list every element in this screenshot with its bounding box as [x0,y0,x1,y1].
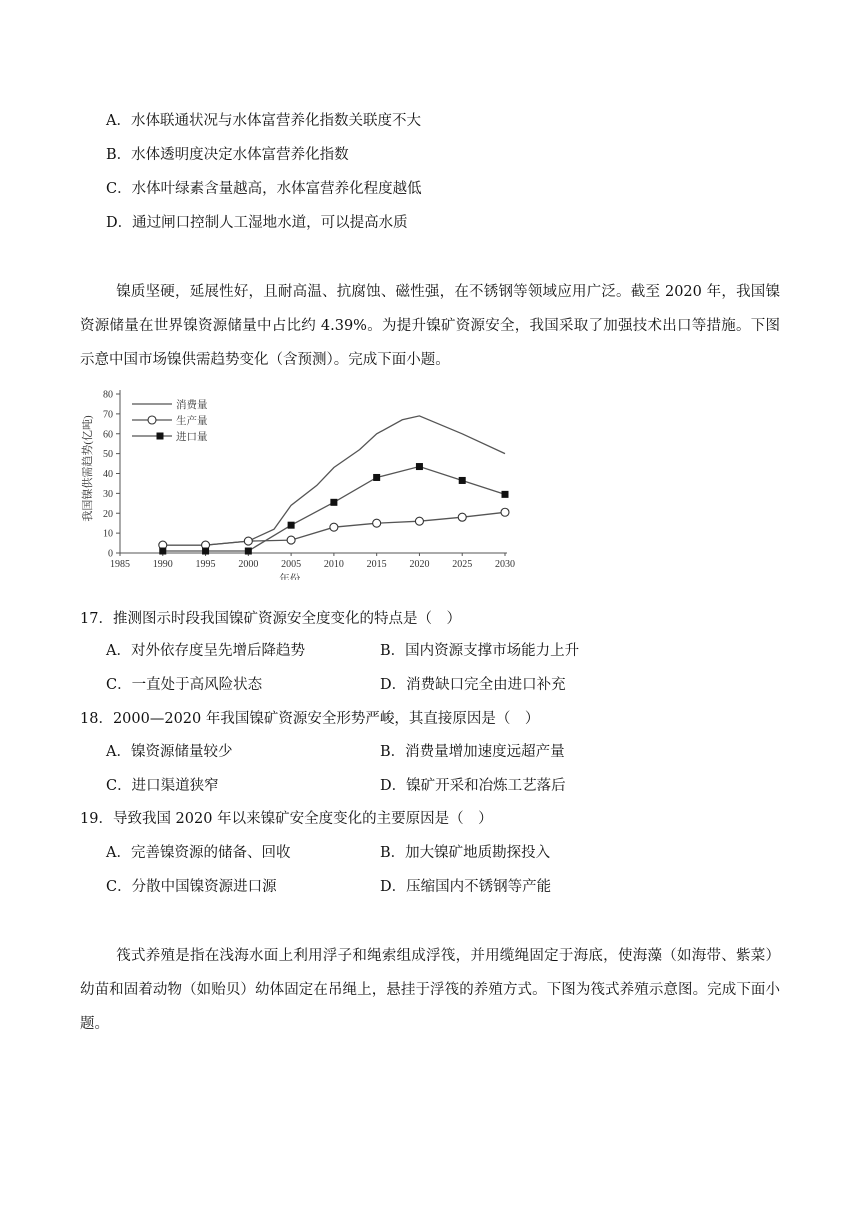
series-point-import [245,548,252,555]
q17-stem: 17．推测图示时段我国镍矿资源安全度变化的特点是（ ） [80,611,461,627]
y-tick-label: 50 [103,449,113,461]
q19-option-d: D．压缩国内不锈钢等产能 [380,879,552,895]
series-point-import [373,474,380,481]
q16-option-d: D．通过闸口控制人工湿地水道，可以提高水质 [106,215,408,231]
q17-option-b: B．国内资源支撑市场能力上升 [380,643,580,659]
series-point-import [202,548,209,555]
legend-label-0: 消费量 [176,400,208,411]
legend-marker-square [157,433,164,440]
passage-nickel-text: 镍质坚硬，延展性好，且耐高温、抗腐蚀、磁性强，在不锈钢等领域应用广泛。截至 2020 年，我国镍资源储量在世界镍资源储量中占比约 4.39%。为提升镍矿资源安全，我国采取了加强技术出口等措施。下图示意中国市场镍供需趋势变化（含预测）。完成下面小题。 [80,284,780,368]
x-tick-label: 2005 [281,559,302,570]
y-tick-label: 70 [103,409,113,421]
series-line-2 [163,467,505,552]
x-tick-label: 2000 [238,559,259,570]
q16-option-c: C．水体叶绿素含量越高，水体富营养化程度越低 [106,181,422,197]
q18-option-a: A．镍资源储量较少 [106,744,233,760]
passage-raft [80,939,780,1041]
x-tick-label: 1990 [152,559,173,570]
series-point-import [459,477,466,484]
y-tick-label: 10 [103,528,113,540]
legend-marker-circle [148,416,156,424]
x-tick-label: 2030 [495,559,515,570]
passage-nickel [80,275,780,377]
q17-option-a: A．对外依存度呈先增后降趋势 [106,643,305,659]
series-point-production [458,513,466,521]
y-tick-label: 20 [103,508,113,520]
series-point-production [287,536,295,544]
series-point-import [159,548,166,555]
q16-option-b: B．水体透明度决定水体富营养化指数 [106,147,349,163]
q19-stem: 19．导致我国 2020 年以来镍矿安全度变化的主要原因是（ ） [80,811,493,827]
series-point-production [501,508,509,516]
series-point-import [330,499,337,506]
q19-option-b: B．加大镍矿地质勘探投入 [380,845,551,861]
series-point-import [416,463,423,470]
legend-label-1: 生产量 [176,416,208,427]
x-tick-label: 2020 [409,559,430,570]
q18-option-c: C．进口渠道狭窄 [106,778,219,794]
q17-option-d: D．消费缺口完全由进口补充 [380,677,566,693]
y-tick-label: 30 [103,488,113,500]
y-tick-label: 0 [108,548,113,560]
x-tick-label: 2025 [452,559,473,570]
y-tick-label: 40 [103,469,113,480]
x-tick-label: 2010 [323,559,344,570]
series-point-production [415,517,423,525]
series-point-import [288,522,295,529]
q19-option-a: A．完善镍资源的储备、回收 [106,845,291,861]
y-tick-label: 80 [103,389,113,401]
series-point-import [502,491,509,498]
passage-raft-text: 筏式养殖是指在浅海水面上利用浮子和绳索组成浮筏，并用缆绳固定于海底，使海藻（如海带、紫菜）幼苗和固着动物（如贻贝）幼体固定在吊绳上，悬挂于浮筏的养殖方式。下图为筏式养殖示意图。完成下面小题。 [80,948,780,1032]
q18-option-d: D．镍矿开采和冶炼工艺落后 [380,778,566,794]
nickel-chart-svg [80,380,520,580]
x-tick-label: 1995 [195,559,216,570]
q17-option-c: C．一直处于高风险状态 [106,677,263,693]
series-point-production [373,519,381,527]
series-point-production [244,537,252,545]
legend-label-2: 进口量 [176,432,208,443]
q18-stem: 18．2000—2020 年我国镍矿资源安全形势严峻，其直接原因是（ ） [80,711,540,727]
nickel-chart [80,380,520,580]
series-point-production [330,523,338,531]
y-tick-label: 60 [103,429,113,441]
x-axis-label: 年份 [279,574,301,580]
q18-option-b: B．消费量增加速度远超产量 [380,744,565,760]
x-tick-label: 2015 [366,559,387,570]
q16-option-a: A．水体联通状况与水体富营养化指数关联度不大 [106,113,421,129]
q19-option-c: C．分散中国镍资源进口源 [106,879,277,895]
y-axis-label: 我国镍供需趋势(亿吨) [82,415,94,522]
x-tick-label: 1985 [110,559,130,570]
